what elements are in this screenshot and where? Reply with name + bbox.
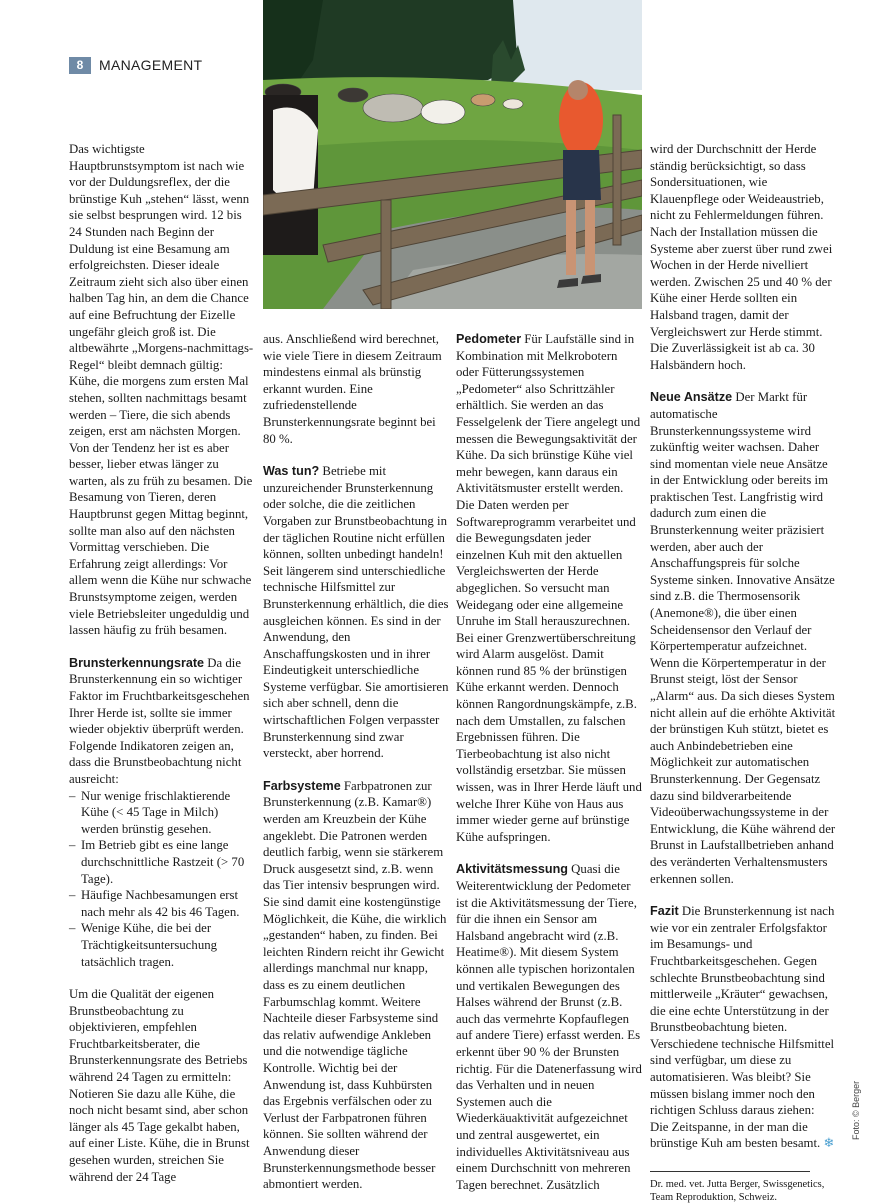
paragraph-was-tun [263,463,449,762]
list-item: – Wenige Kühe, die bei der Trächtigkeitsuntersuchung tatsächlich tragen. [69,920,255,970]
column-4 [650,141,836,1204]
column-2 [263,331,449,1193]
paragraph-neue-ansaetze [650,389,836,887]
section-title: MANAGEMENT [99,57,203,73]
paragraph-pedometer [456,331,642,845]
indicator-list [69,788,255,971]
subheading-neue-ansaetze: Neue Ansätze [650,390,733,405]
paragraph-text: Die Brunsterkennung ist nach wie vor ein zentraler Erfolgsfaktor im Besamungs- und Fruchtbarkeitsgeschehen. Gegen schlechte Brunstbeobachtung sind mittlerweile „Kräuter“ gewachsen, die eine echte Unterstützung in der Brunstbeobachtung bieten. Verschiedene technische Hilfsmittel sind verfügbar, um diese zu automatisieren. Was bleibt? Sie müssen bislang immer noch den richtigen Schluss daraus ziehen: Die Zeitspanne, in der man die brünstige Kuh am besten besamt. [650,904,835,1151]
subheading-farbsysteme: Farbsysteme [263,778,341,793]
subheading-was-tun: Was tun? [263,464,320,479]
paragraph-aktivitaetsmessung [456,861,642,1193]
paragraph-text: Der Markt für automatische Brunsterkennungssysteme wird zukünftig weiter wachsen. Daher sind momentan viele neue Ansätze in der Entwicklung oder bereits im praktischen Test. Langfristig wird dadurch zum einen die Brunsterkennung weiter präzisiert werden, aber auch der Anschaffungspreis für solche Systeme sinken. Innovative Ansätze sind z.B. die Thermosensorik (Anemone®), die über einen Scheidensensor den Verlauf der Körpertemperatur aufzeichnet. Wenn die Körpertemperatur in der Brunst steigt, löst der Sensor „Alarm“ aus. Da sich dieses System nicht allein auf die erhöhte Aktivität der brünstigen Kuh stützt, bietet es auch Anbindebetrieben eine Möglichkeit zur automatischen Brunsterkennung. Der Gegensatz dazu sind bildverarbeitende Videoüberwachungssysteme in der Entwicklung, die Kühe während der Brunst in Laufstallbetrieben anhand des veränderten Verhaltensmusters erkennen sollen. [650,390,836,886]
paragraph-text: Für Laufställe sind in Kombination mit Melkrobotern oder Fütterungssystemen „Pedometer“ also Schrittzähler erhältlich. Sie werden an das Fesselgelenk der Tiere angelegt und messen die Bewegungsaktivität der Kühe. Da sich brünstige Kühe viel mehr bewegen, kann daraus ein Aktivitätsmuster erstellt werden. Die Daten werden per Softwareprogramm verarbeitet und die Bewegungsdaten jeder einzelnen Kuh mit den aktuellen Vergleichswerten der Herde abgeglichen. So versucht man Weidegang oder eine allgemeine Unruhe im Stall herauszurechnen. Bei einer Grenzwertüberschreitung wird Alarm ausgelöst. Damit können rund 85 % der brünstigen Kühe erkannt werden. Dennoch können Rangordnungskämpfe, z.B. nach dem Umstallen, zu falschen Ergebnissen führen. Die Tierbeobachtung ist also nicht vollständig ersetzbar. Sie müssen wissen, was in Ihrer Herde läuft und welche Ihrer Kühe von Haus aus immer wieder gerne auf brünstige Kühe aufspringen. [456,332,642,844]
paragraph-farbsysteme [263,778,449,1193]
paragraph-continuation: aus. Anschließend wird berechnet, wie viele Tiere in diesem Zeitraum mindestens einmal als brünstig erkannt wurden. Eine zufriedenstellende Brunsterkennungsrate beginnt bei 80 %. [263,332,442,446]
list-item: – Im Betrieb gibt es eine lange durchschnittliche Rastzeit (> 70 Tage). [69,837,255,887]
column-3 [456,331,642,1193]
author-divider [650,1171,810,1172]
paragraph-text: Quasi die Weiterentwicklung der Pedometer ist die Aktivitätsmessung der Tiere, für die ihnen ein Sensor am Halsband angebracht wird (z.B. Heatime®). Mit diesem System können alle typischen horizontalen und vertikalen Bewegungen des Halses während der Brunst (z.B. auch das vermehrte Kopfauflegen auf andere Tiere) erfasst werden. Es erkennt über 90 % der Brunsten richtig. Für die Datenerfassung wird das Verhalten und in neuen Systemen auch die Wiederkäuaktivität aufgezeichnet und zentral ausgewertet, ein individuelles Aktivitätsniveau aus einem Durchschnitt von mehreren Tagen berechnet. Zusätzlich [456,862,642,1192]
paragraph-intro: Das wichtigste Hauptbrunstsymptom ist nach wie vor der Duldungsreflex, der die brünstige Kuh „stehen“ lässt, wenn sie selbst besprungen wird. 12 bis 24 Stunden nach Beginn der Duldung ist eine Besamung am erfolgreichsten. Dieser ideale Zeitraum zieht sich also über einen halben Tag hin, an dem die Chance auf eine Befruchtung der Eizelle ungefähr gleich groß ist. Die altbewährte „Morgens-nachmittags-Regel“ bleibt demnach gültig: Kühe, die morgens zum ersten Mal stehen, sollten nachmittags besamt werden – Tiere, die sich abends zeigen, erst am nächsten Morgen. Von der Tendenz her ist es aber besser, lieber etwas länger zu warten, als zu früh zu besamen. Die Besamung von Tieren, deren Hauptbrunst gegen Mittag beginnt, sollte man also auf den nächsten Vormittag verschieben. Die Erfahrung zeigt allerdings: Vor allem wenn die Kühe nur schwache Brunstsymptome zeigen, werden viele Betriebsleiter ungeduldig und lassen häufig zu früh besamen. [69,142,254,638]
author-credit: Dr. med. vet. Jutta Berger, Swissgenetics, Team Reproduktion, Schweiz. [650,1179,825,1204]
paragraph-fazit [650,903,836,1153]
list-item: – Häufige Nachbesamungen erst nach mehr als 42 bis 46 Tagen. [69,887,255,920]
subheading-fazit: Fazit [650,904,679,919]
paragraph-brunsterkennungsrate [69,655,255,788]
subheading-pedometer: Pedometer [456,332,522,346]
cows-pasture-photo [263,0,642,309]
page-number: 8 [69,57,91,74]
list-item: – Nur wenige frischlaktierende Kühe (< 45 Tage in Milch) werden brünstig gesehen. [69,788,255,838]
paragraph-qualitaet: Um die Qualität der eigenen Brunstbeobachtung zu objektivieren, empfehlen Fruchtbarkeitsberater, die Brunsterkennungsrate des Betriebs während 24 Tagen zu ermitteln: Notieren Sie dazu alle Kühe, die noch nicht besamt sind, aber schon länger als 45 Tage gekalbt haben, auf einer Liste. Kühe, die in Brunst gesehen wurden, streichen Sie während der 24 Tage [69,987,250,1184]
paragraph-continuation: wird der Durchschnitt der Herde ständig berücksichtigt, so dass Sondersituationen, wie Klauenpflege oder Weideaustrieb, nicht zu Fehlermeldungen führen. Nach der Installation müssen die Systeme aber zuerst über rund zwei Wochen in der Herde nivelliert werden. Zwischen 25 und 40 % der Kühe einer Herde sollten ein Halsband tragen, damit der Vergleichswert zur Herde stimmt. Die Zuverlässigkeit ist ab ca. 30 Halsbändern hoch. [650,142,833,372]
photo-credit: Foto: © Berger [851,1080,861,1140]
page-header [69,56,202,74]
paragraph-text: Da die Brunsterkennung ein so wichtiger Faktor im Fruchtbarkeitsgeschehen Ihrer Herde ist, sollte sie immer wieder objektiv überprüft werden. Folgende Indikatoren zeigen an, dass die Brunstbeobachtung nicht ausreicht: [69,655,250,786]
end-mark-icon: ❄ [823,1136,835,1152]
subheading-aktivitaetsmessung: Aktivitätsmessung [456,862,568,877]
paragraph-text: Farbpatronen zur Brunsterkennung (z.B. Kamar®) werden am Kreuzbein der Kühe angeklebt. Die Patronen werden deutlich farbig, wenn sie stärkerem Druck ausgesetzt sind, z.B. wenn das Tier intensiv besprungen wird. Sie sind damit eine kostengünstige Möglichkeit, die Kühe, die wirklich „gestanden“ haben, zu finden. Bei leichten Rindern reicht ihr Gewicht allerdings manchmal nur knapp, dass es zu einem deutlichen Farbumschlag kommt. Weitere Nachteile dieser Farbsysteme sind das relativ aufwendige Ankleben und die notwendige tägliche Kontrolle. Wichtig bei der Anwendung ist, dass Kuhbürsten das Ergebnis verfälschen oder zu Verlust der Farbpatronen führen können. Sie sollten während der Anwendung dieser Brunsterkennungsmethode besser abmontiert werden. [263,778,447,1192]
paragraph-text: Betriebe mit unzureichender Brunsterkennung oder solche, die die zeitlichen Vorgaben zur Brunstbeobachtung in der täglichen Routine nicht erfüllen können, sollten unbedingt handeln! Seit längerem sind unterschiedliche technische Hilfsmittel zur Brunsterkennung erhältlich, die dies ausgleichen können. Es sind in der Anwendung, den Anschaffungskosten und in ihrer Eindeutigkeit unterschiedliche Systeme verfügbar. Sie amortisieren sich aber schnell, denn die wirtschaftlichen Folgen verpasster Brunsterkennung sind zwar versteckt, aber horrend. [263,464,449,761]
subheading-brunsterkennungsrate: Brunsterkennungsrate [69,655,205,670]
column-1 [69,141,255,1185]
